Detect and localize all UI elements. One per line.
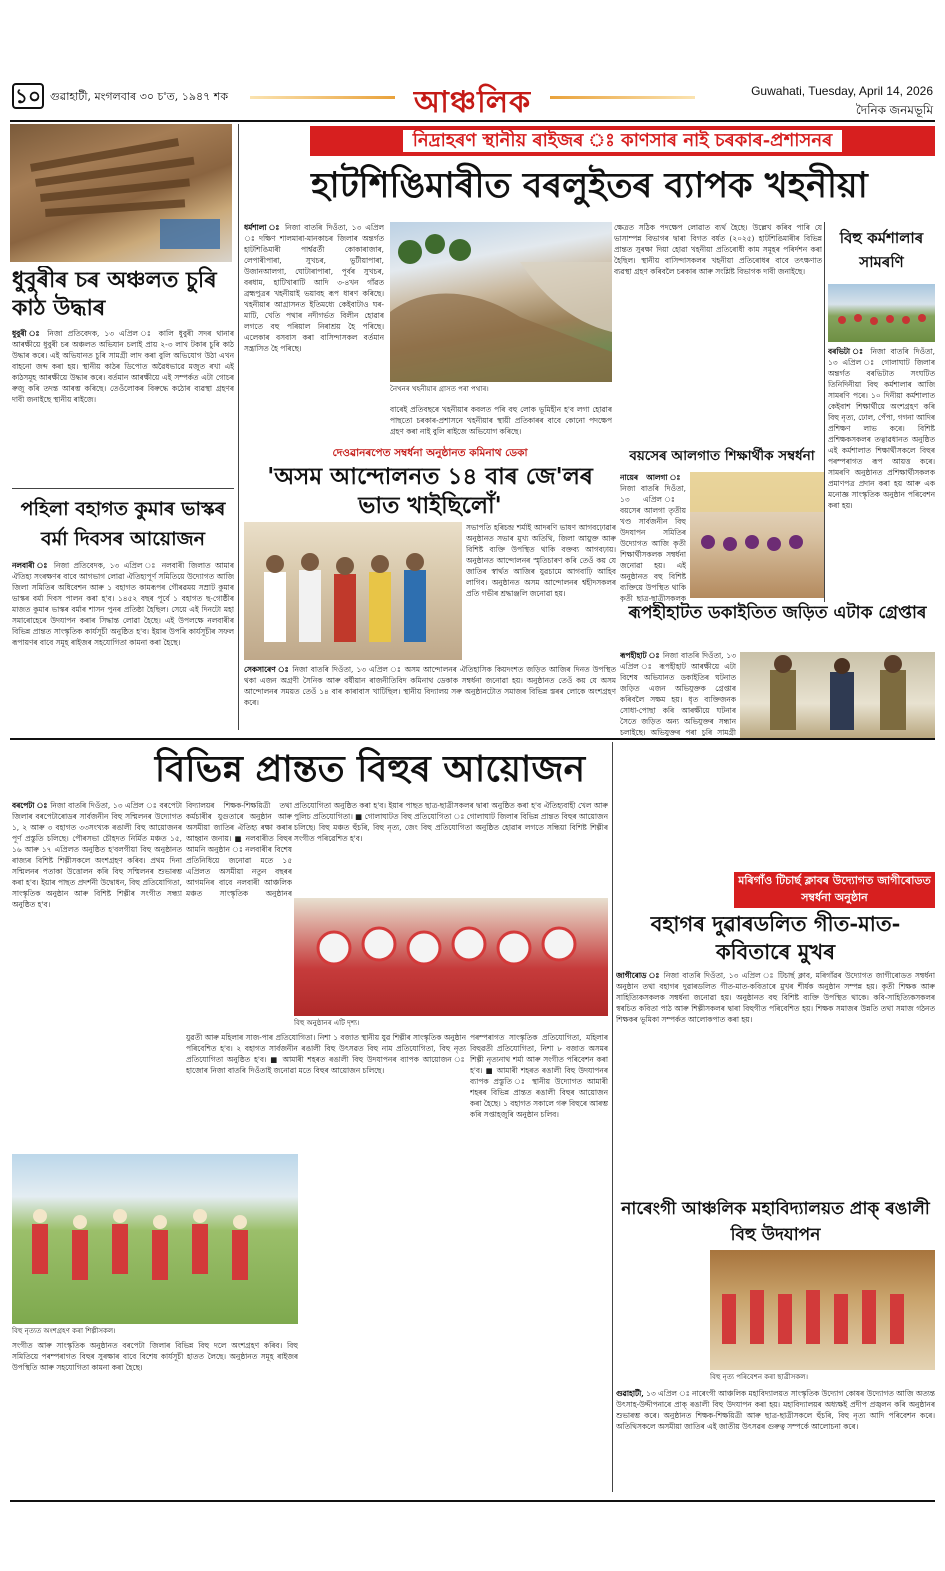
bihu-dance-caption: বিহু নৃত্যত অংশগ্ৰহণ কৰা শিল্পীসকল। <box>12 1327 116 1335</box>
paper-name: দৈনিক জনমভূমি <box>855 103 933 117</box>
bihu-various-col1: বৰপেটা ঃ নিজা বাতৰি দিওঁতা, ১৩ এপ্ৰিল ঃ বৰপেটা জিলাৰ বৰপেটাৰোডৰ সাৰ্বজনীন বিহু সন্মিলনৰ উদ্যোগত ১, ২ আৰু ৩ বহাগত ৩৩সংখ্যক ৰঙালী বিহু আয়োজনৰ পূৰ্ণ প্ৰস্তুতি চলিছে। পৌৰসভা চৌহদত নিৰ্মিত মঞ্চত ১৫, ১৬ আৰু ১৭ এপ্ৰিলত অনুষ্ঠিত হ'বলগীয়া বিহু অনুষ্ঠানত ৰাজ্যৰ বিশিষ্ট শিল্পীসকলে অংশগ্ৰহণ কৰিব। প্ৰথম দিনা সন্মিলনৰ পতাকা উত্তোলন কৰি বিহু সম্মিলনৰ শুভাৰম্ভ কৰা হ'ব। ইয়াৰ পাছত প্ৰদৰ্শনী উদ্বোধন, বিহু প্ৰতিযোগিতা, সাংস্কৃতিক অনুষ্ঠান আৰু বিশিষ্ট শিল্পীৰ সংগীত সন্ধ্যা অনুষ্ঠিত হ'ব। <box>12 801 182 909</box>
page-number: ১০ <box>12 83 44 109</box>
bihu-workshop-headline: বিহু কৰ্মশালাৰ সামৰণি <box>839 229 924 271</box>
narangi-photo <box>710 1250 935 1370</box>
header-rule <box>10 120 935 122</box>
teacher-body: নায়েৰ আলগা ঃ নিজা বাতৰি দিওঁতা, ১৩ এপ্ৰিল ঃ বয়সেৰ আলগা তৃতীয় খণ্ড সাৰ্বজনীন বিহু উদযাপন সমিতিৰ উদ্যোগত আজি কৃতী শিক্ষাৰ্থীসকলক সম্বৰ্ধনা জনোৱা হয়। এই অনুষ্ঠানত বহু বিশিষ্ট ব্যক্তিয়ে উপস্থিত থাকি কৃতী ছাত্ৰ-ছাত্ৰীসকলক <box>620 473 686 602</box>
erosion-illustration <box>390 222 612 382</box>
date-english: Guwahati, Tuesday, April 14, 2026 <box>751 84 933 98</box>
kamalnath-photo <box>244 522 462 660</box>
felicitation-illustration <box>244 522 462 660</box>
bihu-workshop-photo <box>828 284 935 342</box>
kamalnath-kicker: দেওৱানৰপেত সম্বৰ্ধনা অনুষ্ঠানত কমিনাথ ডেকা <box>332 447 528 459</box>
timber-illustration <box>10 124 232 262</box>
police-illustration <box>740 652 935 738</box>
timbers-body: জাগীৰোড ঃ নিজা বাতৰি দিওঁতা, ১৩ এপ্ৰিল ঃ টিচাৰ্ছ ক্লাব, মৰিগাঁৱৰ উদ্যোগত জাগীৰোডত সম্বৰ্ধনা অনুষ্ঠান তথা বহাগৰ দুৱাৰডলিত গীত-মাত-কবিতাৰে মুখৰ শীৰ্ষক অনুষ্ঠান সম্পন্ন হয়। কৃতী শিক্ষক আৰু সাহিত্যিকসকলক সম্বৰ্ধনা জনোৱা হয়। অনুষ্ঠানত বহু বিশিষ্ট ব্যক্তি উপস্থিত থাকে। কবি-সাহিত্যিকসকলৰ স্বৰচিত কবিতা পাঠ আৰু শিল্পীসকলৰ দ্বাৰা বিহুগীত পৰিবেশিত হয়। শিক্ষক সমাজৰ উন্নতি তথা সমাজ গঠনত শিক্ষকৰ ভূমিকা সম্পৰ্কত আলোকপাত কৰা হয়। <box>616 971 935 1024</box>
bihu-stage-caption: বিহু অনুষ্ঠানৰ এটি দৃশ্য। <box>294 1019 360 1027</box>
nalbari-headline: পহিলা বহাগত কুমাৰ ভাস্কৰ বৰ্মা দিবসৰ আয়োজন <box>20 498 226 550</box>
erosion-photo <box>390 222 612 382</box>
divider <box>12 488 234 489</box>
robbery-body: ৰূপহীহাট ঃ নিজা বাতৰি দিওঁতা, ১৩ এপ্ৰিল ঃ ৰূপহীহাট আৰক্ষীয়ে এটা বিশেষ অভিযানত ডকাইতিৰ ঘটনাত জড়িত এজন অভিযুক্তক গ্ৰেপ্তাৰ কৰিবলৈ সক্ষম হয়। ধৃত ব্যক্তিজনক সোধা-পোছা কৰি আৰক্ষীয়ে ঘটনাৰ সৈতে জড়িত অন্য অভিযুক্তৰ সন্ধান চলাইছে। অভিযুক্তৰ পৰা চুৰি সামগ্ৰী <box>620 651 736 736</box>
erosion-caption: নৈখনৰ খহনীয়াৰ গ্ৰাসত পৰা পথাৰ। <box>390 385 489 393</box>
column-rule <box>238 124 239 730</box>
date-assamese: গুৱাহাটী, মংগলবাৰ ৩০ চ'ত, ১৯৪৭ শক <box>50 90 229 103</box>
dhubri-headline: ধুবুৰীৰ চৰ অঞ্চলত চুৰি কাঠ উদ্ধাৰ <box>12 267 217 321</box>
narangi-dance-illustration <box>710 1250 935 1370</box>
teacher-photo <box>690 472 824 598</box>
dhubri-body: ধুবুৰী ঃ নিজা প্ৰতিবেদক, ১৩ এপ্ৰিল ঃ কালি ধুবুৰী সদৰ থানাৰ আৰক্ষীয়ে ধুবুৰী চৰ অঞ্চলত অভিযান চলাই প্ৰায় ২-৩ লাখ টকাৰ চুৰি কাঠ উদ্ধাৰ কৰে। এই অভিযানত চুৰি সামগ্ৰী লাদ কৰা বুলি অভিযোগ উঠা এখন বাহনো জব্দ কৰা হয়। স্থানীয় কাঠৰ ডিপোত অৱৈধভাৱে মজুত ৰখা এই কাঠসমূহ আৰক্ষীয়ে উদ্ধাৰ কৰে। বৰ্তমান আৰক্ষীয়ে এই সম্পৰ্কত এটা গোচৰ ৰুজু কৰি তদন্ত আৰম্ভ কৰিছে। তেওঁলোকৰ বিৰুদ্ধে কঠোৰ ব্যৱস্থা গ্ৰহণৰ দাবী জনাইছে স্থানীয় ৰাইজে। <box>12 329 234 404</box>
masthead-ornament-right <box>550 96 695 99</box>
timbers-headline: বহাগৰ দুৱাৰডলিত গীত-মাত-কবিতাৰে মুখৰ <box>650 911 901 964</box>
dancers-illustration <box>828 284 935 342</box>
stage-illustration <box>690 472 824 598</box>
section-title: আঞ্চলিক <box>413 85 532 120</box>
lead-body-bottom: বাৰেই প্ৰতিবছৰে খহনীয়াৰ কবলত পৰি বহু লোক ভূমিহীন হ'ব লগা হোৱাৰ পাছতো চৰকাৰ-প্ৰশাসনে খহনীয়াৰ স্থায়ী প্ৰতিকাৰৰ বাবে কোনো পদক্ষেপ গ্ৰহণ কৰা নাই বুলি ৰাইজে অভিযোগ কৰিছে। <box>390 405 612 436</box>
teacher-headline: বয়সেৰ আলগাত শিক্ষাৰ্থীক সম্বৰ্ধনা <box>629 448 815 464</box>
date-english-block <box>751 84 933 122</box>
robbery-headline: ৰূপহীহাটত ডকাইতিত জড়িত এটাক গ্ৰেপ্তাৰ <box>628 603 927 623</box>
column-rule <box>824 222 825 602</box>
kamalnath-headline: 'অসম আন্দোলনত ১৪ বাৰ জে'লৰ ভাত খাইছিলোঁ' <box>267 463 593 519</box>
arrest-photo <box>740 652 935 738</box>
lead-kicker: নিদ্ৰাহৰণ স্থানীয় ৰাইজৰ ঃ কাণসাৰ নাই চৰকাৰ-প্ৰশাসনৰ <box>310 126 935 156</box>
nalbari-body: নলবাৰী ঃ নিজা প্ৰতিবেদক, ১৩ এপ্ৰিল ঃ নলবাৰী জিলাত আমাৰ ঐতিহ্য সংৰক্ষণৰ বাবে আগভাগ লোৱা ঐতিহ্যপূৰ্ণ সমিতিয়ে উদ্যোগত আজি জিলা সমিতিৰ অধিবেশন আৰু ১ বহাগত কামৰূপৰ গৌৰৱময় সম্ৰাট কুমাৰ ভাস্কৰ বৰ্মা দিবস পালন কৰা হ'ব। ১৪৫২ বছৰ পূৰ্বে ১ বহাগত ছ-গোষ্ঠীৰ মাজত কুমাৰ ভাস্কৰ বৰ্মাৰ শাসন পুনৰ প্ৰতিষ্ঠা হৈছিল। সেয়ে এই দিনটো মহা সমাৰোহেৰে উদযাপন কৰাৰ সিদ্ধান্ত লোৱা হৈছে। এই উপলক্ষে নলবাৰীৰ বিভিন্ন প্ৰান্তত সাংস্কৃতিক কাৰ্যসূচী অনুষ্ঠিত হ'ব। ইয়াৰ উপৰি কাৰ্যসূচীৰ সফল ৰূপায়ণৰ বাবে সমূহ ৰাইজৰ সহযোগিতা কামনা কৰা হৈছে। <box>12 561 234 647</box>
bihu-dance-illustration <box>12 1154 298 1324</box>
bihu-dance-photo <box>12 1154 298 1324</box>
masthead-ornament-left <box>250 96 395 99</box>
page-header <box>0 0 945 122</box>
bihu-various-col3: প্ৰতিযোগিতা অনুষ্ঠিত কৰা হ'ব। ইয়াৰ পাছত ছাত্ৰ-ছাত্ৰীসকলৰ দ্বাৰা অনুষ্ঠিত কৰা হ'ব ঐতিহ্যবাহী খেল আৰু পুলিচ প্ৰতিযোগিতা। ■ গোলাঘাটত বিহু প্ৰতিযোগিতা ঃ গোলাঘাট জিলাৰ বিভিন্ন প্ৰান্তত বিহুৰ আয়োজন চলিছে। বিহু মঞ্চত হুঁচৰি, বিহু নৃত্য, জেং বিহু প্ৰতিযোগিতা অনুষ্ঠিত হোৱাৰ লগতে সন্ধিয়া বিশিষ্ট শিল্পীৰ সংগীত পৰিৱেশিত হ'ব। <box>294 801 608 843</box>
column-rule <box>612 742 613 1492</box>
narangi-body: গুৱাহাটী, ১৩ এপ্ৰিল ঃ নাৰেংগী আঞ্চলিক মহাবিদ্যালয়ত সাংস্কৃতিক উদ্যোগ কোষৰ উদ্যোগত আজি অত্যন্ত উৎসাহ-উদ্দীপনাৰে প্ৰাক্ ৰঙালী বিহু উদযাপন কৰা হয়। মহাবিদ্যালয়ৰ অধ্যক্ষই প্ৰদীপ প্ৰজ্বলন কৰি অনুষ্ঠানৰ শুভাৰম্ভ কৰে। অনুষ্ঠানত শিক্ষক-শিক্ষয়িত্ৰী আৰু ছাত্ৰ-ছাত্ৰীসকলে হুঁচৰি, বিহু নৃত্য আদি পৰিবেশন কৰে। অতিথিসকলে অসমীয়া জাতিৰ এই জাতীয় উৎসৱৰ গুৰুত্ব সম্পৰ্কে আলোচনা কৰে। <box>616 1389 935 1431</box>
jaapi-illustration <box>294 898 608 1016</box>
kamalnath-body2: সভাপতি হৰিচন্দ্ৰ শৰ্মাই আদৰণি ভাষণ আগবঢ়োৱাৰ অনুষ্ঠানত সভাৰ মুখ্য অতিথি, জিলা আয়ুক্ত আৰু বিশিষ্ট ব্যক্তি উপস্থিত থাকি বক্তব্য আগবঢ়ায়। অনুষ্ঠানত আন্দোলনৰ স্মৃতিচাৰণ কৰি তেওঁ কয় যে জাতিৰ স্বাৰ্থত আজিৰ যুৱচামে আগবাঢ়ি আহিব লাগিব। অনুষ্ঠানত অসম আন্দোলনৰ শ্বহীদসকলৰ প্ৰতি গভীৰ শ্ৰদ্ধাঞ্জলি জনোৱা হয়। <box>466 523 616 598</box>
lead-body-col3: ক্ষেত্ৰত সঠিক পদক্ষেপ লোৱাত ব্যৰ্থ হৈছে। উল্লেখ কৰিব পাৰি যে ভাসাম্পন্ন বিভাগৰ দ্বাৰা বিগত বৰ্ষত (২০২৫) হাটশিঙিমাৰীৰ বিভিন্ন প্ৰান্তত সুৰক্ষা দিয়া হোৱা খহনীয়া প্ৰতিৰোধী কাম সমূহৰ পৰিৰ্দশন কৰা হৈছিল। স্থানীয় বাসিন্দাসকলৰ খহনীয়া প্ৰতিৰোধৰ বাবে তৎক্ষণাত ব্যৱস্থা গ্ৰহণ কৰিবলৈ চৰকাৰ আৰু সংশ্লিষ্ট বিভাগক দাবী জনাইছে। <box>614 223 822 276</box>
bihu-stage-photo <box>294 898 608 1016</box>
narangi-headline: নাৰেংগী আঞ্চলিক মহাবিদ্যালয়ত প্ৰাক্ ৰঙালী বিহু উদযাপন <box>621 1199 930 1245</box>
timbers-kicker: মৰিগাঁও টিচাৰ্ছ ক্লাবৰ উদ্যোগত জাগীৰোডত সম্বৰ্ধনা অনুষ্ঠান <box>734 872 935 908</box>
bihu-workshop-body: বৰভিটা ঃ নিজা বাতৰি দিওঁতা, ১৩ এপ্ৰিল ঃ গোলাঘাট জিলাৰ অন্তৰ্গত বৰভিটাত সংঘটিত তিনিদিনীয়া বিহু কৰ্মশালাৰ আজি সামৰণি পৰে। ১০ দিনীয়া কৰ্মশালাত কেইবাশ শিক্ষাৰ্থীয়ে অংশগ্ৰহণ কৰি বিহু নৃত্য, ঢোল, পেঁপা, গগনা আদিৰ প্ৰশিক্ষণ লাভ কৰে। বিশিষ্ট প্ৰশিক্ষকসকলৰ তত্বাৱধানত অনুষ্ঠিত এই কৰ্মশালাত শিক্ষাৰ্থীসকলে বিহুৰ পৰম্পৰাগত ৰূপ আয়ত্ত কৰে। সামৰণি অনুষ্ঠানত প্ৰশিক্ষাৰ্থীসকলক প্ৰমাণপত্ৰ প্ৰদান কৰা হয় আৰু এক মনোজ্ঞ সাংস্কৃতিক অনুষ্ঠান পৰিবেশন কৰা হয়। <box>828 347 935 510</box>
lead-headline: হাটশিঙিমাৰীত বৰলুইতৰ ব্যাপক খহনীয়া <box>311 165 868 206</box>
lead-body-col1: ধৰ্মশালা ঃ নিজা বাতৰি দিওঁতা, ১৩ এপ্ৰিল ঃ দক্ষিণ শালমাৰা-মানকাচৰ জিলাৰ অন্তৰ্গত হাটশিঙিমাৰী পাৰ্শ্বৱৰ্তী কোকাৰাজাৰ, লেপাৰীপাৰা, সুখচৰ, ভুটীয়াপাৰা, উজানআলগা, ঘোটাৰাপাৰা, পূৰ্বৰ সুখচৰ, বৰধাম, হাটিখাৰাটি আদি ৩-৪খন গাঁৱত ব্ৰহ্মপুত্ৰৰ খহনীয়াই ভয়াবহ ৰূপ ধাৰণ কৰিছে। খহনীয়াৰ আগ্ৰাসনত ইতিমধ্যে কেইবাটাও ঘৰ-মাটি, খেতি পথাৰ নদীগৰ্ভত বিলীন হোৱাৰ লগতে বহু পৰিয়াল নিৰাশ্ৰয় হৈ পৰিছে। এলেকাৰ বসবাস কৰা বাসিন্দাসকল বৰ্তমান সন্ত্ৰাসিত হৈ পৰিছে। <box>244 223 384 353</box>
section-rule <box>10 738 935 740</box>
narangi-caption: বিহু নৃত্য পৰিবেশন কৰা ছাত্ৰীসকল। <box>710 1373 808 1381</box>
bihu-various-col2: বিদ্যালয়ৰ শিক্ষক-শিক্ষয়িত্ৰী তথা কৰ্মচাৰীৰ যুগুতাৰে অনুষ্ঠান আৰু অসমীয়া জাতিৰ ঐতিহ্য ৰক্ষা কৰাৰ আহ্বান জনায়। ■ নলবাৰীত বিহুৰ আমনি অনুষ্ঠান ঃ নলবাৰীৰ বিশেষ প্ৰতিনিধিয়ে জনোৱা মতে ১৫ এপ্ৰিলত অসমীয়া নতুন বছৰৰ আগমনিৰ বাবে নলবাৰী আঞ্চলিক মঞ্চত সাংস্কৃতিক অনুষ্ঠানৰ <box>186 801 292 898</box>
bihu-various-col4: যুৱতী আৰু মহিলাৰ সাজ-পাৰ প্ৰতিযোগিতা। নিশা ১ বজাত স্থানীয় যুৱ শিল্পীৰ সাংস্কৃতিক অনুষ্ঠান পৰিবেশিত হ'ব। ২ বহাগত সাৰ্বজনীন ৰঙালী বিহু উৎসৱত বিহু নাম প্ৰতিযোগিতা, বিহু নৃত্য প্ৰতিযোগিতা অনুষ্ঠিত হ'ব। ■ আমাৰী শহৰত ৰঙালী বিহু উদযাপনৰ ব্যাপক আয়োজন ঃ হাজোৰ নিজা বাতৰি দিওঁতাই জনোৱা মতে বিহুৰ আয়োজন চলিছে। <box>186 1033 466 1075</box>
bihu-various-col6: সংগীত আৰু সাংস্কৃতিক অনুষ্ঠানত বৰপেটা জিলাৰ বিভিন্ন বিহু দলে অংশগ্ৰহণ কৰিব। বিহু সমিতিয়ে পৰম্পৰাগত বিহুৰ সুৰক্ষাৰ বাবে বিশেষ কাৰ্যসূচী হাতত লৈছে। অনুষ্ঠানত সমূহ ৰাইজৰ উপস্থিতি আৰু সহযোগিতা কামনা কৰা হৈছে। <box>12 1341 298 1372</box>
dhubri-timber-photo <box>10 124 232 262</box>
kamalnath-body: সেকসাৰেণ ঃ নিজা বাতৰি দিওঁতা, ১৩ এপ্ৰিল ঃ অসম আন্দোলনৰ ঐতিহাসিক কিয়দংশত জড়িত আজিৰ দিনত উপস্থিত থকা এজন অগ্ৰণী সৈনিক আৰু বৰ্ষীয়ান ৰাজনীতিবিদ কমিনাথ ডেকাক সম্বৰ্ধনা জনোৱা হয়। অনুষ্ঠানত তেওঁ কয় যে অসম আন্দোলনৰ সময়ত তেওঁ ১৪ বাৰ কাৰাবাস খাটিছিল। স্থানীয় বিদ্যালয় সৰু অনুষ্ঠানটোত সমাজৰ বিভিন্ন স্তৰৰ লোকে অংশগ্ৰহণ কৰে। <box>244 665 616 707</box>
bihu-various-col5: পৰম্পৰাগত সাংস্কৃতিক প্ৰতিযোগিতা, মহিলাৰ বিহুৱতী প্ৰতিযোগিতা, নিশা ৮ বজাত অসমৰ শিল্পী নৃত্যনাথ শৰ্মা আৰু সংগীত পৰিবেশন কৰা হ'ব। ■ আমাৰী শহৰত ৰঙালী বিহু উদযাপনৰ ব্যাপক প্ৰস্তুতি ঃ স্থানীয় উদ্যোগত আমাৰী শহৰৰ বিভিন্ন প্ৰান্তত ৰঙালী বিহুৰ আয়োজন কৰা হৈছে। ১ বহাগত সকালে গৰু বিহুৰে আৰম্ভ কৰি সপ্তাহজুৰি অনুষ্ঠান চলিব। <box>470 1033 608 1119</box>
bihu-various-headline: বিভিন্ন প্ৰান্তত বিহুৰ আয়োজন <box>154 748 586 790</box>
footer-rule <box>10 1500 935 1502</box>
